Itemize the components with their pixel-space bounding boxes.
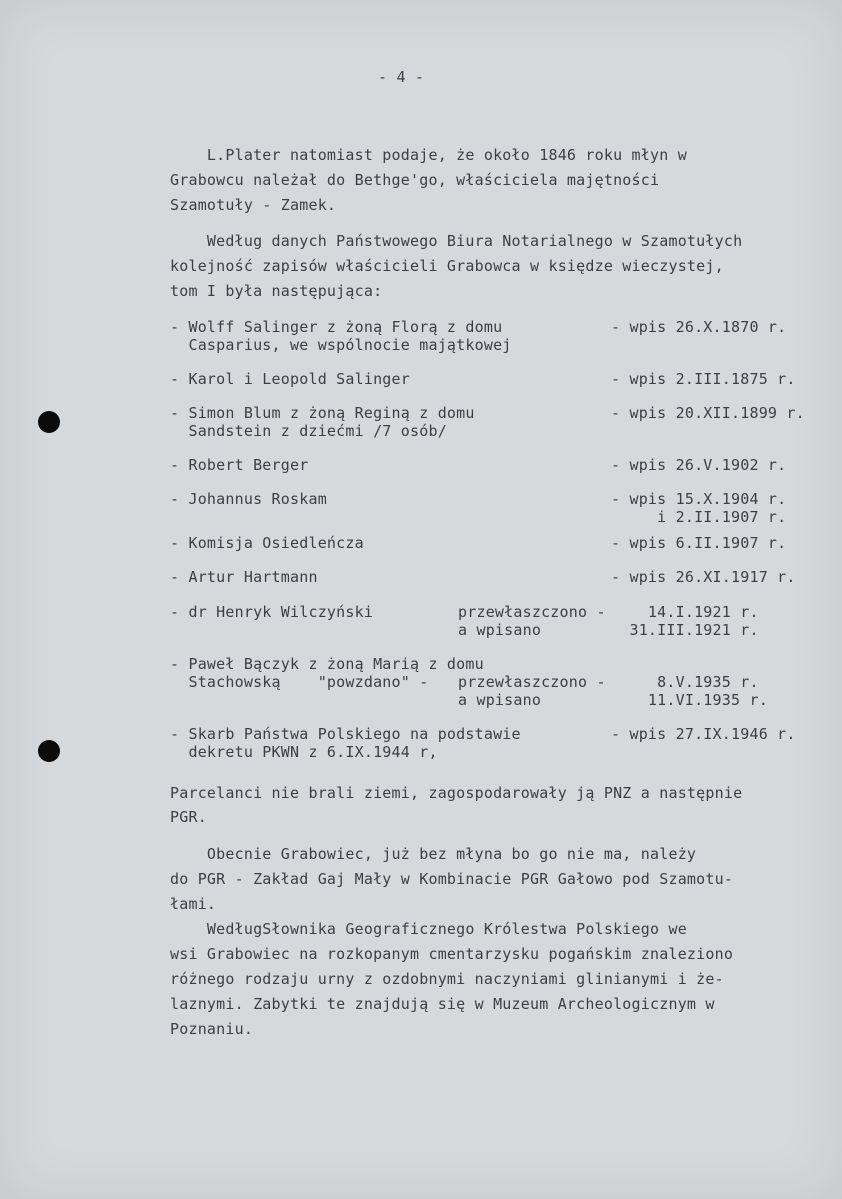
- entry-name: Stachowską "powzdano" -: [170, 673, 429, 691]
- entry-name: - Johannus Roskam: [170, 490, 327, 508]
- paragraph-line: Szamotuły - Zamek.: [170, 196, 337, 214]
- entry-record: 31.III.1921 r.: [611, 621, 759, 639]
- entry-name: - Paweł Bączyk z żoną Marią z domu: [170, 655, 484, 673]
- punch-hole-top: [38, 411, 60, 433]
- entry-name: - Komisja Osiedleńcza: [170, 534, 364, 552]
- paragraph-line: Parcelanci nie brali ziemi, zagospodarowały ją PNZ a następnie: [170, 784, 743, 802]
- entry-record: - wpis 26.XI.1917 r.: [611, 568, 796, 586]
- entry-name: - Artur Hartmann: [170, 568, 318, 586]
- entry-name: - Robert Berger: [170, 456, 309, 474]
- entry-record: - wpis 26.X.1870 r.: [611, 318, 787, 336]
- paragraph-line: Według danych Państwowego Biura Notarialnego w Szamotułych: [170, 232, 743, 250]
- entry-name: Sandstein z dziećmi /7 osób/: [170, 422, 447, 440]
- entry-record: - wpis 26.V.1902 r.: [611, 456, 787, 474]
- entry-name: - dr Henryk Wilczyński: [170, 603, 374, 621]
- entry-name: - Karol i Leopold Salinger: [170, 370, 410, 388]
- entry-name: - Simon Blum z żoną Reginą z domu: [170, 404, 475, 422]
- entry-record: 14.I.1921 r.: [611, 603, 759, 621]
- paragraph-line: tom I była następująca:: [170, 282, 383, 300]
- entry-record: - wpis 20.XII.1899 r.: [611, 404, 805, 422]
- entry-middle: a wpisano: [458, 691, 542, 709]
- entry-record: - wpis 6.II.1907 r.: [611, 534, 787, 552]
- paragraph-line: do PGR - Zakład Gaj Mały w Kombinacie PGR Gałowo pod Szamotu-: [170, 870, 734, 888]
- entry-record: 8.V.1935 r.: [611, 673, 759, 691]
- punch-hole-bottom: [38, 740, 60, 762]
- entry-middle: przewłaszczono -: [458, 603, 606, 621]
- entry-record: - wpis 27.IX.1946 r.: [611, 725, 796, 743]
- paragraph-line: Grabowcu należał do Bethge'go, właściciela majętności: [170, 171, 660, 189]
- page-number: - 4 -: [378, 68, 425, 86]
- entry-name: Casparius, we wspólnocie majątkowej: [170, 336, 512, 354]
- entry-record: 11.VI.1935 r.: [611, 691, 768, 709]
- paragraph-line: łami.: [170, 895, 217, 913]
- paragraph-line: laznymi. Zabytki te znajdują się w Muzeum Archeologicznym w: [170, 995, 715, 1013]
- entry-record: - wpis 15.X.1904 r.: [611, 490, 787, 508]
- entry-middle: a wpisano: [458, 621, 542, 639]
- paragraph-line: wsi Grabowiec na rozkopanym cmentarzysku pogańskim znaleziono: [170, 945, 734, 963]
- paragraph-line: L.Plater natomiast podaje, że około 1846 roku młyn w: [170, 146, 687, 164]
- paragraph-line: WedługSłownika Geograficznego Królestwa Polskiego we: [170, 920, 687, 938]
- entry-record: - wpis 2.III.1875 r.: [611, 370, 796, 388]
- paragraph-line: kolejność zapisów właścicieli Grabowca w księdze wieczystej,: [170, 257, 724, 275]
- entry-name: - Skarb Państwa Polskiego na podstawie: [170, 725, 521, 743]
- entry-middle: przewłaszczono -: [458, 673, 606, 691]
- paragraph-line: różnego rodzaju urny z ozdobnymi naczyniami glinianymi i że-: [170, 970, 724, 988]
- paragraph-line: Poznaniu.: [170, 1020, 254, 1038]
- entry-name: - Wolff Salinger z żoną Florą z domu: [170, 318, 503, 336]
- paragraph-line: Obecnie Grabowiec, już bez młyna bo go nie ma, należy: [170, 845, 697, 863]
- entry-record: i 2.II.1907 r.: [611, 508, 787, 526]
- paragraph-line: PGR.: [170, 808, 207, 826]
- entry-name: dekretu PKWN z 6.IX.1944 r,: [170, 743, 438, 761]
